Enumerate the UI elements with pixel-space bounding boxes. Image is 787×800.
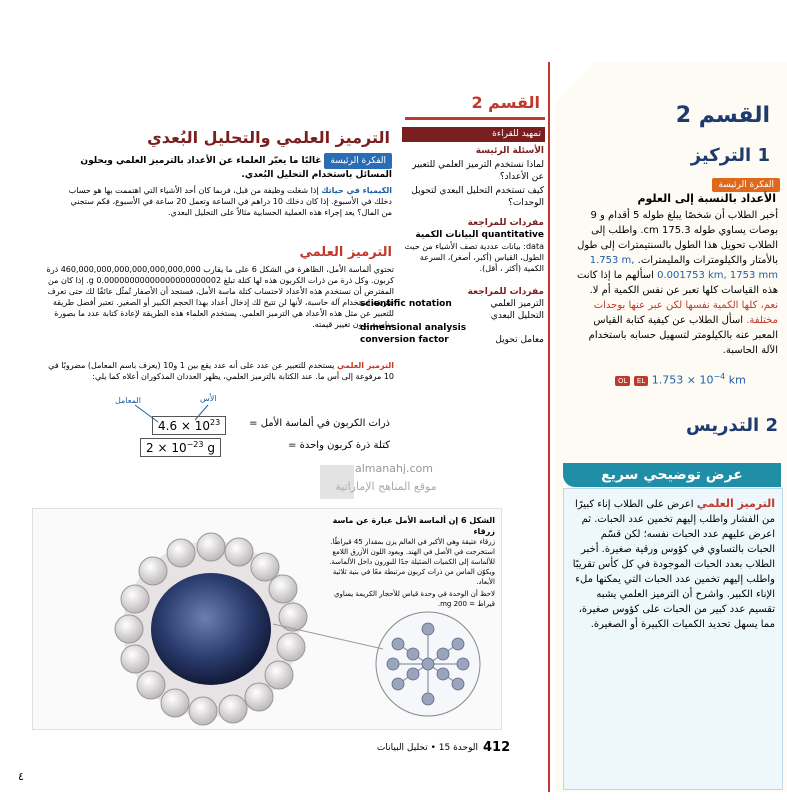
review-vocab-block xyxy=(402,217,544,274)
left-section-label: القسم 2 xyxy=(471,93,540,112)
main-idea-chip-right-wrap xyxy=(640,172,780,192)
vocab-ar: معامل تحويل xyxy=(495,335,544,345)
vocab-ar: التحليل البعدي xyxy=(490,311,544,321)
numbers-heading: الأعداد بالنسبة إلى العلوم xyxy=(637,192,776,205)
eq2-exp: −23 xyxy=(186,440,204,449)
focus-heading: 1 التركيز xyxy=(690,145,770,166)
numbers-answers: 1.753 m, 0.001753 km, 1753 mm xyxy=(589,255,778,281)
main-idea-block xyxy=(60,153,392,181)
sci-def-text: يستخدم للتعبير عن عدد على أنه عدد يقع بين 1 و10 (يعرف باسم المعامل) مضروبًا في 10 مرفوعة إلى أس ما. عند الكتابة بالترميز العلمي، يظهر العددان المذكوران أعلاه كما يلي: xyxy=(48,361,394,381)
numbers-text: أخبر الطلاب أن شخصًا يبلغ طوله 5 أقدام و 9 بوصات يساوي طوله 175.3 cm. واطلب إلى الطلاب تحويل هذا الطول بالسنتيمترات إلى طول بالأمتار والكيلومترات والمليمترات. xyxy=(577,210,778,266)
right-section-label: القسم 2 xyxy=(675,103,770,128)
numbers-answer2: نعم، كلها الكمية نفسها لكن عبر عنها بوحدات مختلفة. xyxy=(593,300,778,326)
review-vocab-term: quantitative البيانات الكمية xyxy=(415,230,544,240)
eq1-value xyxy=(152,416,226,435)
figure-caption-title: الشكل 6 إن ألماسة الأمل عبارة عن ماسة زرقاء xyxy=(332,516,495,536)
life-block xyxy=(60,185,392,218)
main-idea-chip-right: الفكرة الرئيسة xyxy=(712,178,780,192)
figure-caption-text: زرقاء عتيقة وهي الأكبر في العالم يزن بمقدار 45 قيراطًا. استخرجت في الأصل في الهند. ويعود اللون الأزرق اللامع للألماسة إلى الكميات الضئيلة جدًا للبورون داخل الألماسة. ويكوّن الماس من ذرات كربون مرتبطة معًا في بنية ثلاثية الأبعاد. xyxy=(329,538,495,586)
carbon-lattice-inset xyxy=(376,612,480,716)
life-label: الكيمياء في حياتك xyxy=(321,186,392,195)
coeff-label: المعامل xyxy=(115,396,141,405)
new-vocab-heading: مفردات للمراجعة xyxy=(467,287,544,297)
footer-unit: الوحدة 15 • تحليل البيانات xyxy=(376,743,478,753)
teach-heading: 2 التدريس xyxy=(685,415,778,436)
eq1-exp: 23 xyxy=(210,418,221,427)
vocab-item xyxy=(360,334,544,346)
main-questions-heading: الأسئلة الرئيسة xyxy=(475,146,544,156)
numbers-question: اسألهم ما إذا كانت هذه القياسات كلها تعبر عن نفس الكمية أم لا. xyxy=(577,270,778,296)
demo-text: اعرض على الطلاب إناء كبيرًا من الفشار واطلب إليهم تخمين عدد الحبات. ثم اعرض عليهم عدد الحبات نفسه؛ لكن قسّم الحبات بالتساوي في كؤوس ورقية صغيرة. أخبر الطلاب بعدد الحبات الموجودة في كل كأس تقريبًا واطلب إليهم تخمين عدد الحبات التي يمكنها ملء الإناء الكبير. واشرح أن الترميز العلمي يشبه تقسيم عدد كبير من الحبات على كؤوس صغيرة، مما يسهل تحديد الكميات الكبيرة أو الصغيرة. xyxy=(572,499,775,630)
review-vocab-heading: مفردات للمراجعة xyxy=(467,218,544,228)
vocab-en: scientific notation xyxy=(360,299,452,309)
eq2-value xyxy=(140,438,221,457)
main-idea-text: غالبًا ما يعبّر العلماء عن الأعداد بالترميز العلمي ويحلون المسائل باستخدام التحليل البُعدي. xyxy=(80,156,392,180)
vocab-ar: الترميز العلمي xyxy=(490,299,544,309)
page-number: 412 xyxy=(483,740,511,755)
final-answer-base: 1.753 × 10 xyxy=(651,373,714,387)
vocab-en: conversion factor xyxy=(360,335,449,345)
numbers-block xyxy=(574,208,778,358)
sci-para: تحتوي ألماسة الأمل، الظاهرة في الشكل 6 على ما يقارب 460,000,000,000,000,000,000,000 ذرة كربون. وكل ذرة من ذرات الكربون هذه لها كتلة تبلغ 0.00000000000000000000002 g. إذا كان من المفترض أن تستخدم هذه الأعداد لاحتساب كتلة ماسة الأمل، فستجد أن الأصفار تُمثّل عائقًا لك حتى تعرف طريقة استخدام آلة حاسبة، لأنها لن تتيح لك إدخال أعداد بهذا الحجم الكبير أو الصغير. تعتبر أفضل طريقة للتعبير عن مثل هذه الأعداد هي الترميز العلمي. يستخدم العلماء هذه الطريقة لإعادة كتابة عدد ما بصورة مناسبة بدون تغيير قيمته. xyxy=(46,265,394,329)
final-answer xyxy=(615,372,746,387)
eq1-base: 4.6 × 10 xyxy=(158,419,211,433)
eq2-base: 2 × 10 xyxy=(146,441,187,455)
question-1: لماذا نستخدم الترميز العلمي للتعبير عن الأعداد؟ xyxy=(412,160,544,182)
demo-title: الترميز العلمي xyxy=(696,497,775,510)
sci-def-block xyxy=(42,360,394,382)
reading-prep-bar xyxy=(402,127,545,142)
sci-heading: الترميز العلمي xyxy=(299,245,392,260)
sci-def-label: الترميز العلمي xyxy=(337,361,394,370)
lesson-title: الترميز العلمي والتحليل البُعدي xyxy=(147,128,390,147)
final-answer-exp: −4 xyxy=(713,372,726,381)
eq2-label: كتلة ذرة كربون واحدة = xyxy=(288,440,390,451)
eq1-label: ذرات الكربون في ألماسة الأمل = xyxy=(249,418,390,429)
quick-demo-header: عرض توضيحي سريع xyxy=(563,463,781,487)
main-questions-block xyxy=(402,145,544,209)
vocab-en: dimensional analysis xyxy=(360,323,467,333)
exp-label: الأس xyxy=(200,394,217,403)
page-divider xyxy=(548,62,550,792)
life-text: إذا شغلت وظيفة من قبل، فربما كان أحد الأشياء التي اهتممت بها هو حساب دخلك في الأسبوع. إذا كان دخلك 10 دراهم في الساعة وتعمل 20 ساعة في الأسبوع، فكم ستجني من المال؟ يعد إجراء هذه العملية الحسابية مثالاً على التحليل البعدي. xyxy=(68,186,392,217)
reading-prep-label: تمهيد للقراءة xyxy=(492,129,541,139)
quick-demo-content xyxy=(570,496,775,632)
tag-el: EL xyxy=(634,376,648,386)
tag-ol: OL xyxy=(615,376,630,386)
left-section-underline xyxy=(405,117,545,120)
figure-note: لاحظ أن الوحدة في وحدة قياس للأحجار الكريمة يساوي قيراط = 200 mg. xyxy=(334,590,495,608)
watermark-name: موقع المناهج الإماراتية xyxy=(335,480,437,493)
figure-caption xyxy=(315,515,495,609)
main-idea-chip: الفكرة الرئيسة xyxy=(324,153,392,169)
review-vocab-def: data: بيانات عددية تصف الأشياء من حيث الطول، القياس (أكبر، أصغر)، السرعة الكمية (أكثر ، أقل). xyxy=(404,242,544,273)
numbers-ask: اسأل الطلاب عن كيفية كتابة القياس المعبر عنه بالكيلومتر لتسهيل حسابه باستخدام الآلة الحاسبة. xyxy=(588,315,778,356)
eq2-unit: g xyxy=(207,441,215,455)
watermark-site: almanahj.com xyxy=(355,462,433,475)
final-answer-unit: km xyxy=(728,373,746,387)
corner-number: ٤ xyxy=(18,770,24,783)
question-2: كيف تستخدم التحليل البعدي لتحويل الوحدات؟ xyxy=(411,186,544,208)
